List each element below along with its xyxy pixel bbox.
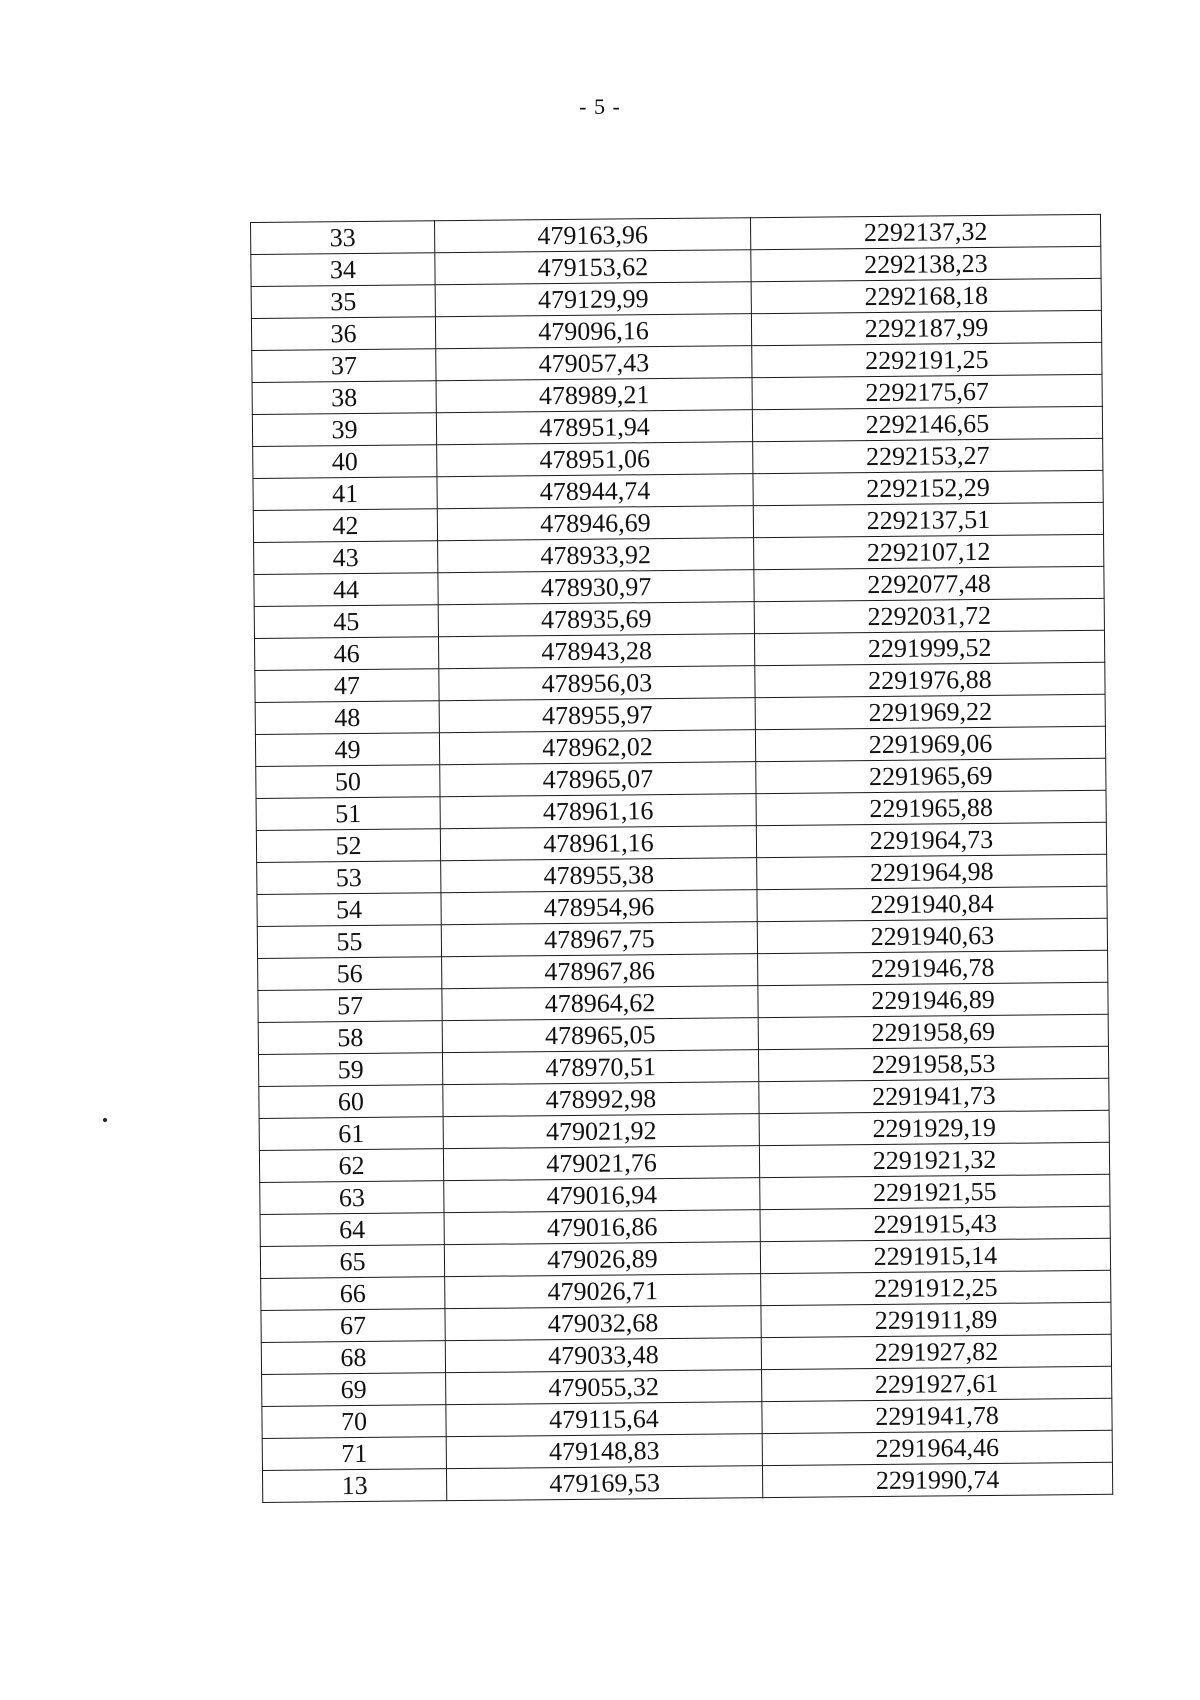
point-number-cell: 41	[253, 477, 437, 511]
x-coordinate-cell: 479021,92	[443, 1114, 759, 1149]
y-coordinate-cell: 2292137,51	[753, 502, 1103, 537]
x-coordinate-cell: 479169,53	[446, 1466, 762, 1501]
x-coordinate-cell: 479026,71	[445, 1274, 761, 1309]
x-coordinate-cell: 478944,74	[437, 474, 753, 509]
x-coordinate-cell: 478954,96	[441, 890, 757, 925]
y-coordinate-cell: 2291915,14	[760, 1238, 1110, 1273]
y-coordinate-cell: 2291969,06	[755, 726, 1105, 761]
point-number-cell: 37	[252, 349, 436, 383]
x-coordinate-cell: 479096,16	[435, 314, 751, 349]
x-coordinate-cell: 479163,96	[434, 218, 750, 253]
y-coordinate-cell: 2291965,88	[756, 790, 1106, 825]
x-coordinate-cell: 478964,62	[442, 986, 758, 1021]
point-number-cell: 65	[260, 1245, 444, 1279]
point-number-cell: 66	[261, 1277, 445, 1311]
y-coordinate-cell: 2291921,55	[760, 1174, 1110, 1209]
x-coordinate-cell: 478962,02	[439, 730, 755, 765]
point-number-cell: 33	[251, 221, 435, 255]
y-coordinate-cell: 2291941,73	[759, 1078, 1109, 1113]
y-coordinate-cell: 2291929,19	[759, 1110, 1109, 1145]
point-number-cell: 44	[254, 573, 438, 607]
x-coordinate-cell: 479057,43	[436, 346, 752, 381]
point-number-cell: 48	[255, 701, 439, 735]
y-coordinate-cell: 2291964,98	[757, 854, 1107, 889]
point-number-cell: 56	[258, 957, 442, 991]
table-row	[262, 1462, 1112, 1502]
point-number-cell: 55	[257, 925, 441, 959]
x-coordinate-cell: 479129,99	[435, 282, 751, 317]
point-number-cell: 67	[261, 1309, 445, 1343]
coordinates-table-body	[251, 214, 1113, 1502]
point-number-cell: 36	[251, 317, 435, 351]
x-coordinate-cell: 479026,89	[444, 1242, 760, 1277]
point-number-cell: 49	[255, 733, 439, 767]
x-coordinate-cell: 478951,94	[436, 410, 752, 445]
page-number: - 5 -	[579, 94, 621, 119]
point-number-cell: 58	[258, 1021, 442, 1055]
x-coordinate-cell: 478956,03	[439, 666, 755, 701]
y-coordinate-cell: 2291999,52	[754, 630, 1104, 665]
y-coordinate-cell: 2292191,25	[752, 342, 1102, 377]
point-number-cell: 57	[258, 989, 442, 1023]
point-number-cell: 61	[259, 1117, 443, 1151]
y-coordinate-cell: 2291969,22	[755, 694, 1105, 729]
point-number-cell: 68	[261, 1341, 445, 1375]
x-coordinate-cell: 479055,32	[446, 1370, 762, 1405]
point-number-cell: 47	[255, 669, 439, 703]
y-coordinate-cell: 2291965,69	[756, 758, 1106, 793]
point-number-cell: 63	[260, 1181, 444, 1215]
x-coordinate-cell: 478935,69	[438, 602, 754, 637]
point-number-cell: 71	[262, 1437, 446, 1471]
x-coordinate-cell: 479033,48	[445, 1338, 761, 1373]
y-coordinate-cell: 2291964,73	[756, 822, 1106, 857]
y-coordinate-cell: 2292138,23	[751, 246, 1101, 281]
x-coordinate-cell: 479115,64	[446, 1402, 762, 1437]
x-coordinate-cell: 478989,21	[436, 378, 752, 413]
point-number-cell: 34	[251, 253, 435, 287]
point-number-cell: 43	[254, 541, 438, 575]
y-coordinate-cell: 2291921,32	[759, 1142, 1109, 1177]
x-coordinate-cell: 478933,92	[438, 538, 754, 573]
y-coordinate-cell: 2292137,32	[750, 214, 1100, 249]
x-coordinate-cell: 478930,97	[438, 570, 754, 605]
x-coordinate-cell: 478967,75	[441, 922, 757, 957]
y-coordinate-cell: 2292146,65	[752, 406, 1102, 441]
point-number-cell: 46	[254, 637, 438, 671]
x-coordinate-cell: 478970,51	[442, 1050, 758, 1085]
y-coordinate-cell: 2291940,84	[757, 886, 1107, 921]
y-coordinate-cell: 2291946,78	[758, 950, 1108, 985]
y-coordinate-cell: 2292152,29	[753, 470, 1103, 505]
point-number-cell: 40	[253, 445, 437, 479]
point-number-cell: 59	[258, 1053, 442, 1087]
x-coordinate-cell: 478961,16	[440, 794, 756, 829]
x-coordinate-cell: 478951,06	[437, 442, 753, 477]
point-number-cell: 42	[253, 509, 437, 543]
x-coordinate-cell: 479016,94	[444, 1178, 760, 1213]
y-coordinate-cell: 2291941,78	[762, 1398, 1112, 1433]
y-coordinate-cell: 2292077,48	[754, 566, 1104, 601]
y-coordinate-cell: 2291990,74	[762, 1462, 1112, 1497]
x-coordinate-cell: 479148,83	[446, 1434, 762, 1469]
x-coordinate-cell: 478946,69	[437, 506, 753, 541]
y-coordinate-cell: 2291958,53	[758, 1046, 1108, 1081]
y-coordinate-cell: 2292175,67	[752, 374, 1102, 409]
point-number-cell: 62	[259, 1149, 443, 1183]
x-coordinate-cell: 478955,97	[439, 698, 755, 733]
coordinates-table	[250, 214, 1113, 1503]
y-coordinate-cell: 2292031,72	[754, 598, 1104, 633]
y-coordinate-cell: 2291915,43	[760, 1206, 1110, 1241]
point-number-cell: 52	[256, 829, 440, 863]
point-number-cell: 70	[262, 1405, 446, 1439]
y-coordinate-cell: 2291964,46	[762, 1430, 1112, 1465]
y-coordinate-cell: 2292107,12	[754, 534, 1104, 569]
y-coordinate-cell: 2291976,88	[755, 662, 1105, 697]
y-coordinate-cell: 2291958,69	[758, 1014, 1108, 1049]
y-coordinate-cell: 2292153,27	[753, 438, 1103, 473]
x-coordinate-cell: 479016,86	[444, 1210, 760, 1245]
point-number-cell: 45	[254, 605, 438, 639]
y-coordinate-cell: 2291940,63	[757, 918, 1107, 953]
x-coordinate-cell: 478955,38	[441, 858, 757, 893]
x-coordinate-cell: 479032,68	[445, 1306, 761, 1341]
point-number-cell: 53	[257, 861, 441, 895]
point-number-cell: 35	[251, 285, 435, 319]
point-number-cell: 69	[262, 1373, 446, 1407]
point-number-cell: 51	[256, 797, 440, 831]
point-number-cell: 13	[262, 1469, 446, 1503]
y-coordinate-cell: 2291927,82	[761, 1334, 1111, 1369]
x-coordinate-cell: 478961,16	[440, 826, 756, 861]
point-number-cell: 60	[259, 1085, 443, 1119]
scan-speck	[103, 1118, 107, 1122]
point-number-cell: 38	[252, 381, 436, 415]
x-coordinate-cell: 479021,76	[443, 1146, 759, 1181]
x-coordinate-cell: 478965,05	[442, 1018, 758, 1053]
x-coordinate-cell: 478943,28	[438, 634, 754, 669]
x-coordinate-cell: 479153,62	[435, 250, 751, 285]
y-coordinate-cell: 2291912,25	[761, 1270, 1111, 1305]
point-number-cell: 50	[256, 765, 440, 799]
y-coordinate-cell: 2291946,89	[758, 982, 1108, 1017]
x-coordinate-cell: 478965,07	[440, 762, 756, 797]
y-coordinate-cell: 2292168,18	[751, 278, 1101, 313]
y-coordinate-cell: 2291911,89	[761, 1302, 1111, 1337]
y-coordinate-cell: 2291927,61	[762, 1366, 1112, 1401]
y-coordinate-cell: 2292187,99	[751, 310, 1101, 345]
x-coordinate-cell: 478992,98	[443, 1082, 759, 1117]
point-number-cell: 39	[252, 413, 436, 447]
x-coordinate-cell: 478967,86	[442, 954, 758, 989]
point-number-cell: 54	[257, 893, 441, 927]
point-number-cell: 64	[260, 1213, 444, 1247]
